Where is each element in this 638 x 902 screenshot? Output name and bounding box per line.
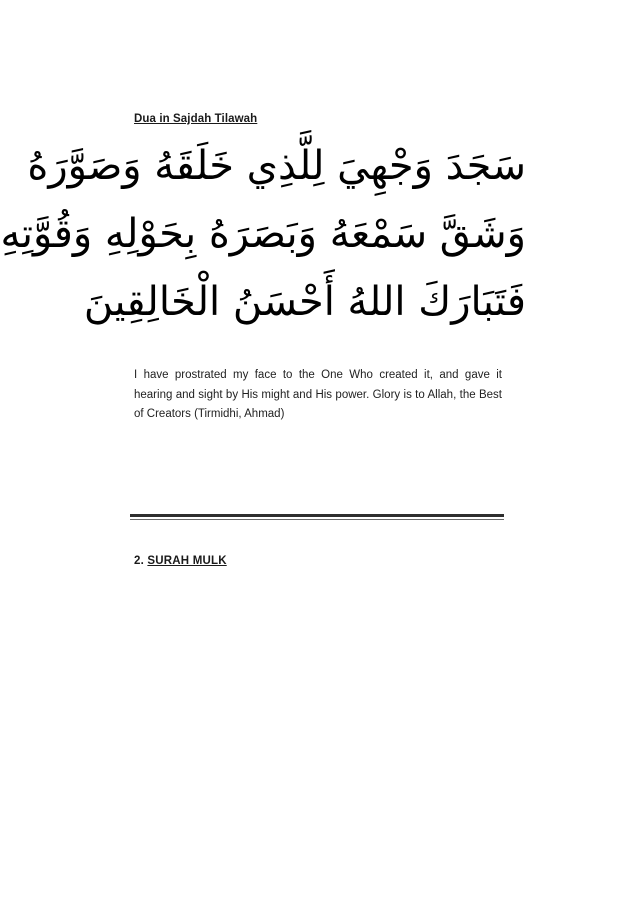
- english-translation: I have prostrated my face to the One Who created it, and gave it hearing and sight by His might and His power. Glory is to Allah, the Best of Creators (Tirmidhi, Ahmad): [134, 369, 502, 420]
- arabic-dua-text: [0, 132, 526, 340]
- section-number: 2.: [134, 555, 144, 567]
- arabic-line-1: سَجَدَ وَجْهِيَ لِلَّذِي خَلَقَهُ وَصَوَّرَهُ: [27, 143, 526, 189]
- section-name: SURAH MULK: [147, 555, 227, 567]
- dua-heading: Dua in Sajdah Tilawah: [134, 113, 258, 125]
- section-title: [134, 555, 227, 567]
- arabic-line-3: فَتَبَارَكَ اللهُ أَحْسَنُ الْخَالِقِينَ: [83, 279, 526, 325]
- section-divider: [130, 514, 504, 520]
- arabic-line-2: وَشَقَّ سَمْعَهُ وَبَصَرَهُ بِحَوْلِهِ وَقُوَّتِهِ: [0, 211, 526, 257]
